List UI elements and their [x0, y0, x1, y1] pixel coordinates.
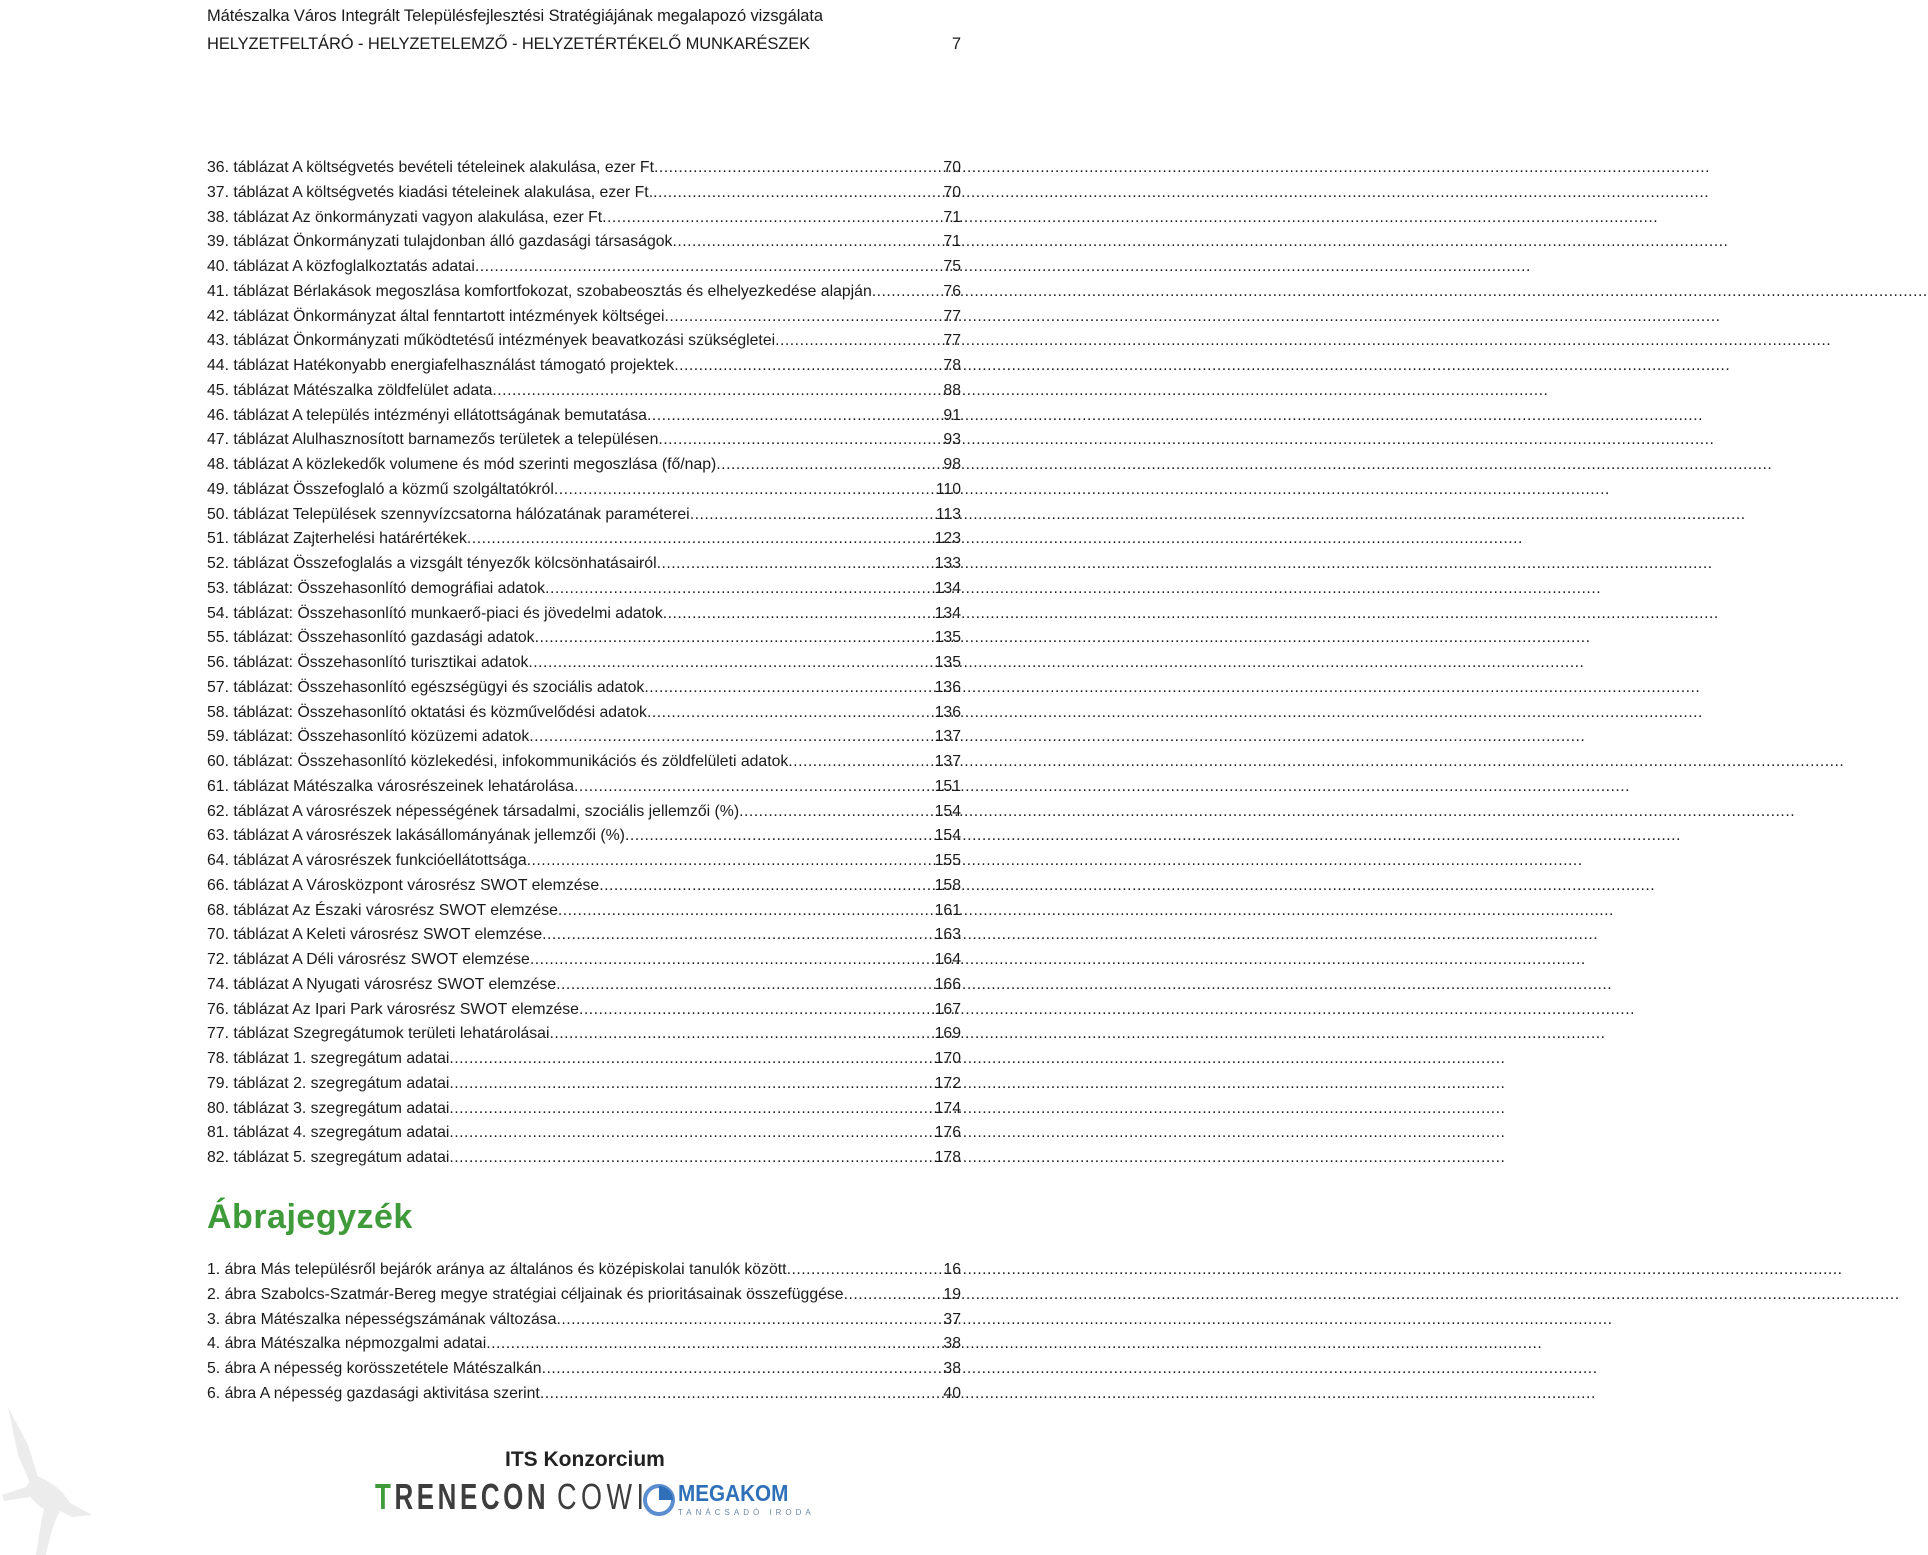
table-entry[interactable] [207, 775, 961, 800]
table-entry-title: 52. táblázat Összefoglalás a vizsgált tényezők kölcsönhatásairól [207, 555, 657, 572]
table-entry-page: 178 [934, 1149, 961, 1166]
trenecon-logo: TRENECON [375, 1476, 550, 1517]
figure-entry[interactable] [207, 1258, 961, 1283]
table-entry-page: 176 [934, 1124, 961, 1142]
dot-leader [492, 379, 942, 404]
figure-entry-page: 38 [943, 1360, 961, 1377]
figure-entry[interactable] [207, 1382, 961, 1407]
dot-leader [449, 1097, 933, 1122]
dot-leader [542, 1357, 943, 1382]
dot-leader [602, 206, 942, 231]
table-entry[interactable] [207, 998, 961, 1023]
table-entry-page: 78 [943, 357, 961, 374]
dot-leader [787, 1258, 943, 1283]
table-entry-page: 137 [934, 753, 961, 770]
table-entry[interactable] [207, 305, 961, 330]
table-entry-title: 45. táblázat Mátészalka zöldfelület adata [207, 381, 493, 399]
dot-leader [690, 503, 935, 528]
table-entry[interactable] [207, 725, 961, 750]
table-entry-page: 163 [934, 926, 961, 944]
dot-leader [788, 750, 933, 775]
dot-leader [672, 230, 942, 255]
table-entry[interactable] [207, 1022, 961, 1047]
table-entry-page: 123 [934, 530, 961, 548]
table-entry-title: 64. táblázat A városrészek funkcióellátottsága [207, 852, 527, 869]
dot-leader [775, 329, 942, 354]
table-entry-title: 66. táblázat A Városközpont városrész SWOT elemzése [207, 876, 600, 894]
table-entry-page: 71 [943, 233, 961, 251]
table-entry-title: 49. táblázat Összefoglaló a közmű szolgáltatókról [207, 480, 554, 498]
dot-leader [529, 725, 933, 750]
table-entry-page: 76 [943, 282, 961, 300]
figure-entry-page: 38 [943, 1335, 961, 1353]
table-entry-title: 41. táblázat Bérlakások megoszlása komfortfokozat, szobabeosztás és elhelyezkedése alapján [207, 282, 872, 300]
dot-leader [549, 1022, 933, 1047]
dot-leader [664, 305, 942, 330]
figure-entry-page: 40 [943, 1384, 961, 1402]
table-entry-title: 82. táblázat 5. szegregátum adatai [207, 1149, 450, 1166]
table-entry-title: 57. táblázat: Összehasonlító egészségügyi és szociális adatok [207, 678, 645, 696]
table-entry-title: 62. táblázat A városrészek népességének társadalmi, szociális jellemzői (%) [207, 802, 740, 820]
table-entry-page: 110 [935, 480, 961, 498]
table-entry[interactable] [207, 874, 961, 899]
dot-leader [535, 626, 934, 651]
table-entry[interactable] [207, 824, 961, 849]
table-entry-title: 53. táblázat: Összehasonlító demográfiai adatok [207, 579, 546, 597]
table-entry-title: 60. táblázat: Összehasonlító közlekedési, infokommunikációs és zöldfelületi adatok [207, 753, 789, 770]
table-entry-page: 70 [943, 159, 961, 176]
table-entry-title: 77. táblázat Szegregátumok területi lehatárolásai [207, 1025, 550, 1043]
dot-leader [599, 874, 933, 899]
dot-leader [530, 948, 934, 973]
table-entry[interactable] [207, 428, 961, 453]
dot-leader [486, 1332, 942, 1357]
footer-logos [375, 1440, 815, 1555]
table-entry-title: 48. táblázat A közlekedők volumene és mód szerinti megoszlása (fő/nap) [207, 456, 717, 473]
document-title: Mátészalka Város Integrált Településfejlesztési Stratégiájának megalapozó vizsgálata [207, 7, 823, 25]
table-entry-title: 79. táblázat 2. szegregátum adatai [207, 1074, 450, 1092]
table-entry[interactable] [207, 750, 961, 775]
dot-leader [449, 1072, 933, 1097]
table-entry-page: 154 [934, 802, 961, 820]
table-entry[interactable] [207, 552, 961, 577]
table-entry-page: 93 [943, 431, 961, 449]
dot-leader [658, 428, 942, 453]
figure-entry-title: 5. ábra A népesség korösszetétele Mátészalkán [207, 1360, 542, 1377]
table-entry[interactable] [207, 701, 961, 726]
table-entry[interactable] [207, 255, 961, 280]
table-entry-title: 39. táblázat Önkormányzati tulajdonban álló gazdasági társaságok [207, 233, 673, 251]
table-entry-page: 135 [934, 629, 961, 647]
dot-leader [527, 849, 934, 874]
table-entry-page: 169 [934, 1025, 961, 1043]
table-entry-page: 167 [934, 1000, 961, 1018]
dot-leader [647, 404, 942, 429]
table-entry-page: 174 [934, 1099, 961, 1117]
figure-entry-title: 3. ábra Mátészalka népességszámának változása [207, 1310, 557, 1328]
dot-leader [467, 527, 934, 552]
table-entry-page: 98 [943, 456, 961, 473]
table-entry-page: 70 [943, 183, 961, 201]
table-entry-title: 40. táblázat A közfoglalkoztatás adatai [207, 258, 475, 275]
table-entry-page: 151 [934, 777, 961, 795]
table-entry-page: 172 [934, 1074, 961, 1092]
table-entry-page: 134 [934, 579, 961, 597]
figure-entry[interactable] [207, 1332, 961, 1357]
dot-leader [644, 676, 933, 701]
table-entry-page: 71 [943, 208, 961, 226]
table-entry-page: 170 [934, 1050, 961, 1067]
dot-leader [844, 1283, 943, 1308]
table-entry-page: 134 [934, 604, 961, 622]
header-section-line [207, 34, 961, 54]
megakom-emblem-icon [643, 1484, 675, 1516]
megakom-logo: MEGAKOM [678, 1480, 789, 1506]
table-entry[interactable] [207, 973, 961, 998]
dot-leader [556, 1308, 942, 1333]
table-entry-title: 81. táblázat 4. szegregátum adatai [207, 1124, 450, 1142]
table-entry[interactable] [207, 577, 961, 602]
dot-leader [574, 775, 934, 800]
dot-leader [528, 651, 933, 676]
table-entry[interactable] [207, 676, 961, 701]
table-entry-page: 137 [934, 728, 961, 746]
table-entry-page: 158 [934, 876, 961, 894]
dot-leader [558, 899, 934, 924]
table-entry-title: 78. táblázat 1. szegregátum adatai [207, 1050, 450, 1067]
table-entry[interactable] [207, 1047, 961, 1072]
table-entry-title: 42. táblázat Önkormányzat által fenntartott intézmények költségei [207, 307, 665, 325]
figure-entry-page: 16 [943, 1261, 961, 1278]
table-entry[interactable] [207, 1146, 961, 1171]
table-entry-title: 58. táblázat: Összehasonlító oktatási és közművelődési adatok [207, 703, 647, 721]
table-entry[interactable] [207, 527, 961, 552]
table-entry[interactable] [207, 354, 961, 379]
table-entry[interactable] [207, 1121, 961, 1146]
dot-leader [674, 354, 942, 379]
dot-leader [657, 552, 934, 577]
table-entry-page: 77 [943, 332, 961, 350]
table-entry[interactable] [207, 1072, 961, 1097]
table-entry-title: 61. táblázat Mátészalka városrészeinek lehatárolása [207, 777, 575, 795]
table-entry-page: 166 [934, 975, 961, 993]
dot-leader [739, 800, 934, 825]
dot-leader [449, 1146, 933, 1171]
table-entry[interactable] [207, 923, 961, 948]
table-entry-title: 43. táblázat Önkormányzati működtetésű intézmények beavatkozási szükségletei [207, 332, 776, 350]
dot-leader [540, 1382, 943, 1407]
dot-leader [716, 453, 942, 478]
table-entry-page: 135 [934, 654, 961, 671]
dot-leader [545, 577, 934, 602]
table-entry-page: 88 [943, 381, 961, 399]
table-entry[interactable] [207, 156, 961, 181]
table-entry-page: 133 [934, 555, 961, 572]
table-entry[interactable] [207, 899, 961, 924]
table-of-figures [207, 1258, 961, 1407]
table-entry[interactable] [207, 404, 961, 429]
table-entry-page: 155 [934, 852, 961, 869]
dot-leader [475, 255, 943, 280]
table-entry[interactable] [207, 206, 961, 231]
table-entry[interactable] [207, 453, 961, 478]
figure-entry[interactable] [207, 1308, 961, 1333]
dot-leader [556, 973, 933, 998]
figure-entry[interactable] [207, 1283, 961, 1308]
bird-watermark-icon [0, 1405, 95, 1555]
table-entry[interactable] [207, 800, 961, 825]
table-entry-page: 77 [943, 307, 961, 325]
table-entry-page: 164 [934, 951, 961, 968]
dot-leader [625, 824, 934, 849]
dot-leader [872, 280, 943, 305]
table-entry-page: 75 [943, 258, 961, 275]
dot-leader [653, 181, 942, 206]
figure-entry-page: 37 [943, 1310, 961, 1328]
table-entry-title: 55. táblázat: Összehasonlító gazdasági adatok [207, 629, 535, 647]
table-entry[interactable] [207, 181, 961, 206]
table-entry-page: 154 [934, 827, 961, 845]
table-entry-title: 59. táblázat: Összehasonlító közüzemi adatok [207, 728, 530, 746]
table-entry-page: 113 [935, 505, 961, 523]
table-of-tables [207, 156, 961, 1171]
table-entry-title: 72. táblázat A Déli városrész SWOT elemzése [207, 951, 530, 968]
dot-leader [449, 1121, 933, 1146]
table-entry-title: 37. táblázat A költségvetés kiadási tételeinek alakulása, ezer Ft. [207, 183, 654, 201]
table-entry-page: 136 [934, 678, 961, 696]
document-section-label: HELYZETFELTÁRÓ - HELYZETELEMZŐ - HELYZETÉRTÉKELŐ MUNKARÉSZEK [207, 35, 811, 53]
page-header [207, 6, 961, 54]
figures-heading: Ábrajegyzék [207, 1198, 413, 1236]
dot-leader [542, 923, 934, 948]
table-entry-title: 46. táblázat A település intézményi ellátottságának bemutatása [207, 406, 647, 424]
table-entry[interactable] [207, 503, 961, 528]
figure-entry-title: 1. ábra Más településről bejárók aránya az általános és középiskolai tanulók között [207, 1261, 787, 1278]
table-entry-title: 80. táblázat 3. szegregátum adatai [207, 1099, 450, 1117]
table-entry[interactable] [207, 849, 961, 874]
dot-leader [554, 478, 935, 503]
figure-entry-title: 2. ábra Szabolcs-Szatmár-Bereg megye stratégiai céljainak és prioritásainak összefüggése [207, 1285, 844, 1303]
table-entry[interactable] [207, 651, 961, 676]
table-entry[interactable] [207, 280, 961, 305]
megakom-tagline: TANÁCSADÓ IRODA [678, 1508, 815, 1517]
table-entry[interactable] [207, 1097, 961, 1122]
table-entry-title: 50. táblázat Települések szennyvízcsatorna hálózatának paraméterei [207, 505, 690, 523]
table-entry-title: 56. táblázat: Összehasonlító turisztikai adatok [207, 654, 529, 671]
table-entry[interactable] [207, 230, 961, 255]
figure-entry-title: 6. ábra A népesség gazdasági aktivitása szerint [207, 1384, 540, 1402]
table-entry-title: 36. táblázat A költségvetés bevételi tételeinek alakulása, ezer Ft [207, 159, 654, 176]
figure-entry-page: 19 [943, 1285, 961, 1303]
cowi-logo: COWI [557, 1476, 649, 1517]
table-entry[interactable] [207, 948, 961, 973]
table-entry-page: 91 [943, 406, 961, 424]
table-entry-page: 161 [934, 901, 961, 919]
table-entry-title: 63. táblázat A városrészek lakásállományának jellemzői (%) [207, 827, 625, 845]
table-entry[interactable] [207, 379, 961, 404]
table-entry-title: 70. táblázat A Keleti városrész SWOT elemzése [207, 926, 543, 944]
page-number: 7 [951, 35, 961, 53]
table-entry-title: 76. táblázat Az Ipari Park városrész SWOT elemzése [207, 1000, 579, 1018]
dot-leader [663, 602, 934, 627]
table-entry-title: 68. táblázat Az Északi városrész SWOT elemzése [207, 901, 558, 919]
consortium-label: ITS Konzorcium [505, 1448, 665, 1471]
dot-leader [449, 1047, 933, 1072]
table-entry-title: 38. táblázat Az önkormányzati vagyon alakulása, ezer Ft [207, 208, 603, 226]
dot-leader [654, 156, 942, 181]
table-entry-title: 51. táblázat Zajterhelési határértékek [207, 530, 467, 548]
table-entry-page: 136 [934, 703, 961, 721]
table-entry-title: 74. táblázat A Nyugati városrész SWOT elemzése [207, 975, 557, 993]
table-entry[interactable] [207, 329, 961, 354]
table-entry-title: 54. táblázat: Összehasonlító munkaerő-piaci és jövedelmi adatok [207, 604, 663, 622]
dot-leader [579, 998, 934, 1023]
table-entry[interactable] [207, 626, 961, 651]
table-entry[interactable] [207, 602, 961, 627]
table-entry-title: 47. táblázat Alulhasznosított barnamezős területek a településen [207, 431, 659, 449]
dot-leader [647, 701, 934, 726]
figure-entry-title: 4. ábra Mátészalka népmozgalmi adatai [207, 1335, 487, 1353]
figure-entry[interactable] [207, 1357, 961, 1382]
table-entry-title: 44. táblázat Hatékonyabb energiafelhasználást támogató projektek [207, 357, 675, 374]
table-entry[interactable] [207, 478, 961, 503]
